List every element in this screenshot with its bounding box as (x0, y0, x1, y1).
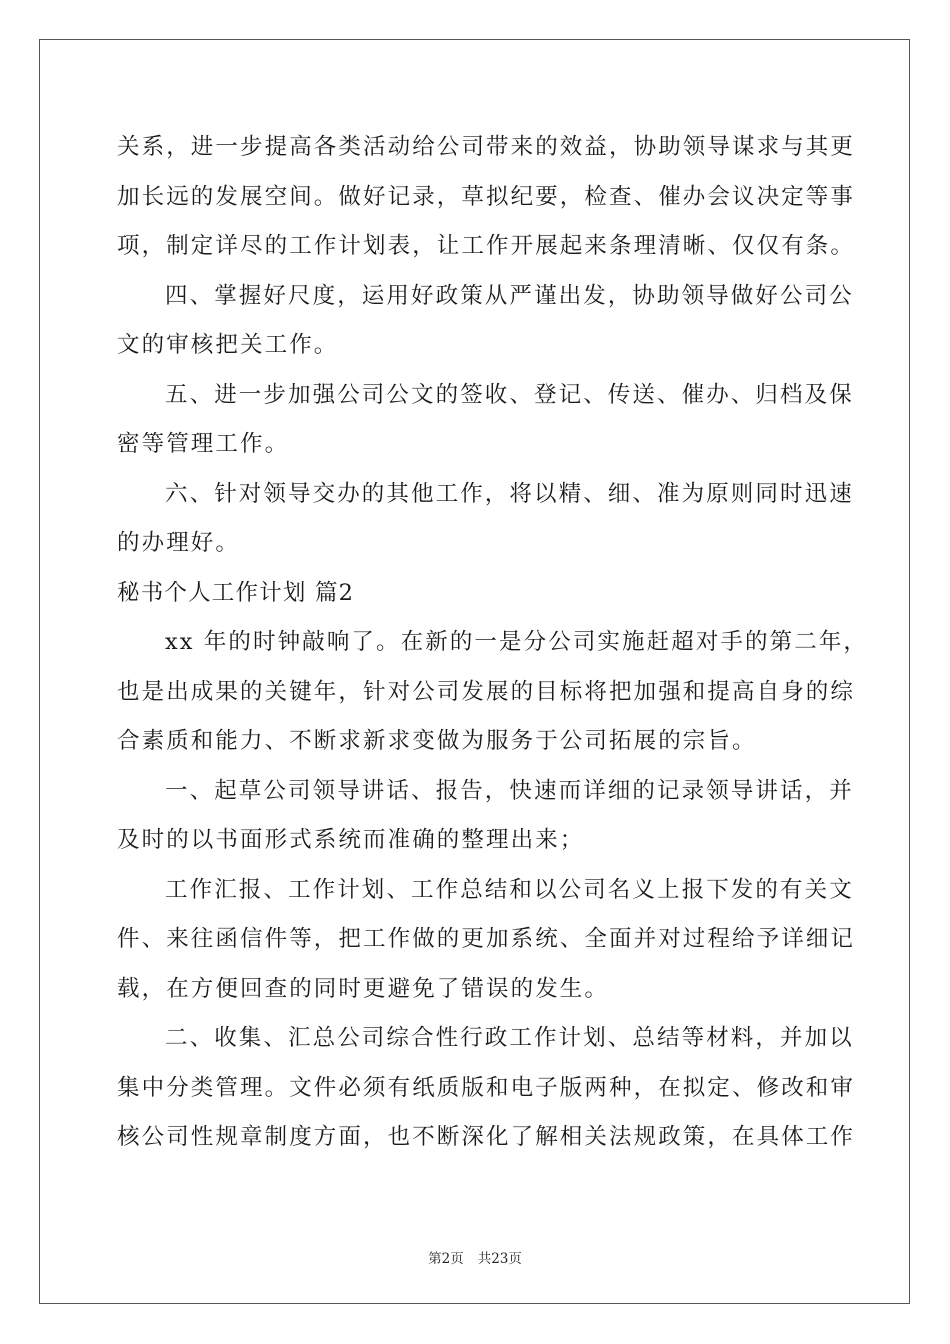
document-body (117, 123, 869, 1163)
text-line: 工作汇报、工作计划、工作总结和以公司名义上报下发的有关文 (165, 876, 854, 903)
text-line: 合素质和能力、不断求新求变做为服务于公司拓展的宗旨。 (117, 728, 757, 754)
text-line: 四、掌握好尺度，运用好政策从严谨出发，协助领导做好公司公 (165, 282, 854, 309)
text-line: 集中分类管理。文件必须有纸质版和电子版两种，在拟定、修改和审 (117, 1074, 856, 1101)
text-line: 也是出成果的关键年，针对公司发展的目标将把加强和提高自身的综 (117, 678, 856, 705)
text-line: 核公司性规章制度方面，也不断深化了解相关法规政策，在具体工作 (117, 1124, 856, 1150)
text-line: 二、收集、汇总公司综合性行政工作计划、总结等材料，并加以 (165, 1025, 854, 1051)
text-line: 及时的以书面形式系统而准确的整理出来； (117, 827, 585, 853)
text-line: 项，制定详尽的工作计划表，让工作开展起来条理清晰、仅仅有条。 (117, 233, 856, 259)
text-line: xx 年的时钟敲响了。在新的一是分公司实施赶超对手的第二年， (165, 629, 869, 655)
text-line: 密等管理工作。 (117, 431, 290, 457)
text-line: 一、起草公司领导讲话、报告，快速而详细的记录领导讲话，并 (165, 777, 854, 804)
section-heading: 秘书个人工作计划 篇2 (117, 579, 355, 606)
text-line: 文的审核把关工作。 (117, 332, 339, 358)
page-total: 共23页 (477, 1251, 522, 1267)
text-line: 的办理好。 (117, 530, 241, 556)
page-footer (0, 1247, 950, 1267)
text-line: 五、进一步加强公司公文的签收、登记、传送、催办、归档及保 (165, 381, 854, 408)
text-line: 件、来往函信件等，把工作做的更加系统、全面并对过程给予详细记 (117, 926, 856, 952)
text-line: 载，在方便回查的同时更避免了错误的发生。 (117, 975, 610, 1002)
text-line: 加长远的发展空间。做好记录，草拟纪要，检查、催办会议决定等事 (117, 183, 856, 210)
text-line: 六、针对领导交办的其他工作，将以精、细、准为原则同时迅速 (165, 480, 854, 507)
text-line: 关系，进一步提高各类活动给公司带来的效益，协助领导谋求与其更 (117, 134, 856, 160)
page-number: 第2页 (428, 1251, 464, 1267)
